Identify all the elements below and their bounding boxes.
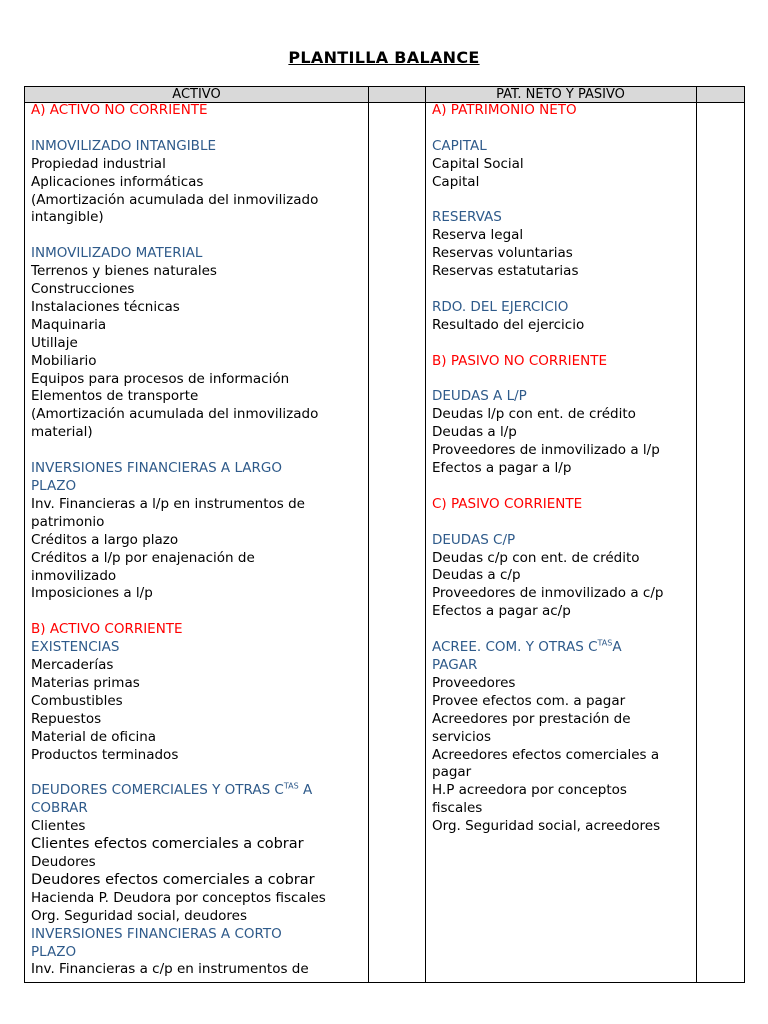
- heading-text: ACREE. COM. Y OTRAS C: [432, 639, 598, 656]
- table-header-row: [25, 87, 744, 103]
- account-line: Acreedores por prestación de: [432, 710, 631, 727]
- account-line: Deudores: [31, 853, 96, 870]
- subsection-heading: EXISTENCIAS: [31, 639, 120, 656]
- subsection-heading: INVERSIONES FINANCIERAS A CORTO: [31, 925, 282, 942]
- section-heading: A) ACTIVO NO CORRIENTE: [31, 102, 208, 118]
- account-line: Capital Social: [432, 155, 524, 172]
- subsection-heading: RDO. DEL EJERCICIO: [432, 298, 569, 315]
- account-line: pagar: [432, 764, 472, 781]
- section-heading: B) ACTIVO CORRIENTE: [31, 621, 183, 638]
- account-line: Deudas a l/p: [432, 424, 517, 441]
- blank-line: [432, 621, 694, 639]
- account-line: Mobiliario: [31, 352, 97, 369]
- subsection-heading: INMOVILIZADO MATERIAL: [31, 245, 203, 262]
- account-line: Efectos a pagar ac/p: [432, 603, 571, 620]
- section-heading: A) PATRIMONIO NETO: [432, 102, 577, 118]
- account-line: Acreedores efectos comerciales a: [432, 746, 660, 763]
- account-line: Elementos de transporte: [31, 388, 199, 405]
- account-line: Materias primas: [31, 674, 140, 691]
- blank-line: [432, 335, 694, 353]
- blank-line: [432, 281, 694, 299]
- account-line: Mercaderías: [31, 657, 114, 674]
- subsection-heading: [31, 782, 366, 800]
- account-line: Reservas estatutarias: [432, 263, 579, 280]
- account-line: Deudas l/p con ent. de crédito: [432, 406, 636, 423]
- account-line: Org. Seguridad social, deudores: [31, 907, 248, 924]
- account-line: H.P acreedora por conceptos: [432, 782, 627, 799]
- subsection-heading: PLAZO: [31, 943, 77, 960]
- account-line: Proveedores de inmovilizado a l/p: [432, 442, 660, 459]
- subsection-heading: PAGAR: [432, 656, 478, 673]
- account-line: Deudas a c/p: [432, 567, 521, 584]
- pasivo-column: [432, 102, 694, 836]
- subsection-heading: [432, 639, 694, 657]
- account-line: Inv. Financieras a c/p en instrumentos de: [31, 961, 309, 978]
- heading-text: DEUDORES COMERCIALES Y OTRAS C: [31, 782, 284, 799]
- activo-column: [31, 102, 366, 979]
- account-line: Proveedores de inmovilizado a c/p: [432, 585, 664, 602]
- subsection-heading: INMOVILIZADO INTANGIBLE: [31, 137, 216, 154]
- page-title: PLANTILLA BALANCE: [288, 48, 480, 67]
- subsection-heading: RESERVAS: [432, 209, 502, 226]
- account-line: Combustibles: [31, 692, 123, 709]
- account-line: Hacienda P. Deudora por conceptos fiscales: [31, 889, 326, 906]
- subsection-heading: DEUDAS C/P: [432, 531, 516, 548]
- account-line: Provee efectos com. a pagar: [432, 692, 626, 709]
- account-line: Capital: [432, 173, 480, 190]
- heading-text: A: [298, 782, 313, 799]
- subsection-heading: CAPITAL: [432, 137, 487, 154]
- blank-line: [31, 603, 366, 621]
- superscript-text: TAS: [597, 638, 613, 648]
- blank-line: [31, 227, 366, 245]
- account-line: Equipos para procesos de información: [31, 370, 290, 387]
- account-line: Productos terminados: [31, 746, 179, 763]
- subsection-heading: INVERSIONES FINANCIERAS A LARGO: [31, 460, 282, 477]
- blank-line: [31, 120, 366, 138]
- blank-line: [432, 514, 694, 532]
- blank-line: [432, 120, 694, 138]
- subsection-heading: DEUDAS A L/P: [432, 388, 527, 405]
- superscript-text: TAS: [283, 781, 299, 791]
- account-line: Utillaje: [31, 334, 78, 351]
- account-line: Instalaciones técnicas: [31, 298, 180, 315]
- account-line: Construcciones: [31, 281, 135, 298]
- account-line: fiscales: [432, 800, 483, 817]
- account-line: Propiedad industrial: [31, 155, 166, 172]
- header-activo: ACTIVO: [172, 87, 221, 102]
- column-divider: [696, 87, 697, 982]
- account-line: Proveedores: [432, 674, 516, 691]
- subsection-heading: COBRAR: [31, 800, 88, 817]
- account-line: patrimonio: [31, 513, 105, 530]
- account-line: material): [31, 424, 93, 441]
- column-divider: [368, 87, 369, 982]
- account-line: (Amortización acumulada del inmovilizado: [31, 406, 319, 423]
- account-line: Org. Seguridad social, acreedores: [432, 818, 661, 835]
- account-line: servicios: [432, 728, 492, 745]
- account-line: Efectos a pagar a l/p: [432, 460, 572, 477]
- account-line: Créditos a largo plazo: [31, 531, 179, 548]
- account-line: intangible): [31, 209, 104, 226]
- account-line: Inv. Financieras a l/p en instrumentos de: [31, 495, 305, 512]
- account-line: (Amortización acumulada del inmovilizado: [31, 191, 319, 208]
- account-line: inmovilizado: [31, 567, 117, 584]
- heading-text: A: [612, 639, 622, 656]
- account-line: Deudas c/p con ent. de crédito: [432, 549, 640, 566]
- subsection-heading: PLAZO: [31, 477, 77, 494]
- header-pat-neto-pasivo: PAT. NETO Y PASIVO: [496, 87, 625, 102]
- section-heading: B) PASIVO NO CORRIENTE: [432, 352, 608, 369]
- account-line: Reserva legal: [432, 227, 524, 244]
- column-divider: [425, 87, 426, 982]
- blank-line: [31, 442, 366, 460]
- blank-line: [432, 371, 694, 389]
- blank-line: [432, 192, 694, 210]
- account-line: Maquinaria: [31, 316, 107, 333]
- account-line: Reservas voluntarias: [432, 245, 573, 262]
- account-line: Material de oficina: [31, 728, 157, 745]
- account-line: Terrenos y bienes naturales: [31, 263, 217, 280]
- blank-line: [432, 478, 694, 496]
- blank-line: [31, 764, 366, 782]
- account-line: Aplicaciones informáticas: [31, 173, 204, 190]
- account-line: Resultado del ejercicio: [432, 316, 585, 333]
- account-line: Imposiciones a l/p: [31, 585, 153, 602]
- account-line: Créditos a l/p por enajenación de: [31, 549, 255, 566]
- section-heading: C) PASIVO CORRIENTE: [432, 495, 583, 512]
- account-line: Clientes: [31, 818, 86, 835]
- account-line: Clientes efectos comerciales a cobrar: [31, 836, 304, 853]
- balance-table: [24, 86, 745, 983]
- account-line: Repuestos: [31, 710, 102, 727]
- account-line: Deudores efectos comerciales a cobrar: [31, 871, 315, 888]
